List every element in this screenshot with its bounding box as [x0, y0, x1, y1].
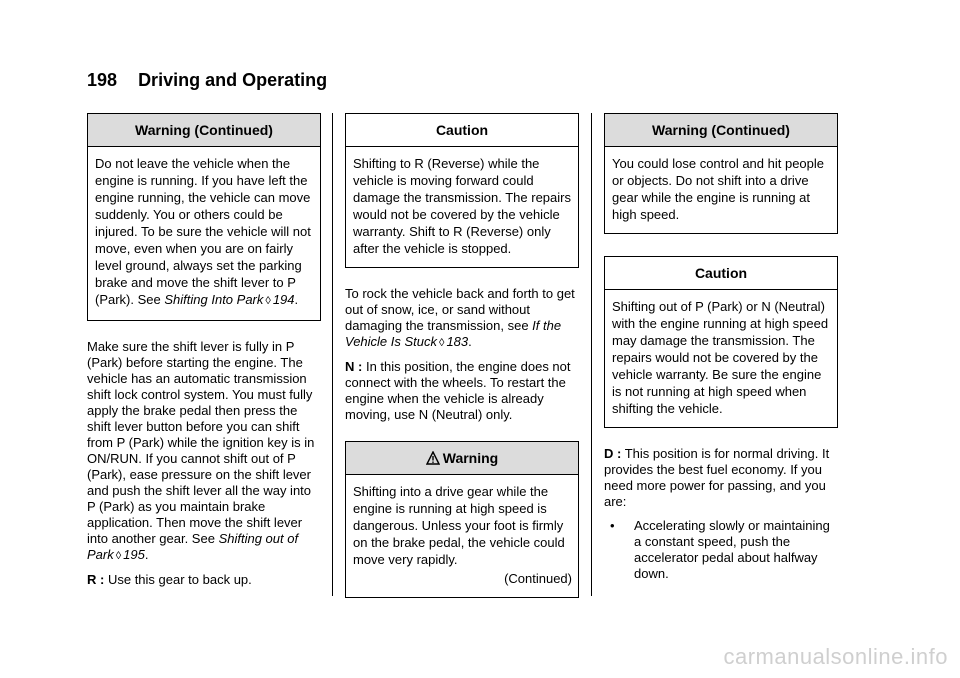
warning-box-title: Warning — [346, 442, 578, 475]
warning-box-body: Do not leave the vehicle when the engine is running. If you have left the engine running, the vehicle can move suddenly. You or others could be injured. To be sure the vehicle will not move, even when you are on fairly level ground, always set the parking brake and move the shift lever to P (Park). See Shifting Into Park ◊ 194. — [95, 156, 311, 307]
warning-box-title: Warning (Continued) — [605, 114, 837, 147]
item-drive: D : This position is for normal driving. It provides the best fuel economy. If you need more power for passing, and you are: — [604, 446, 830, 509]
caution-box-body: Shifting out of P (Park) or N (Neutral) with the engine running at high speed may damage the transmission. The repairs would not be covered by the vehicle warranty. Be sure the engine is not running at high speed when shifting the vehicle. — [612, 299, 829, 416]
link-shifting-into-park[interactable]: Shifting Into Park — [164, 292, 264, 307]
caution-box-reverse — [345, 113, 579, 268]
page-ref-icon: ◊ — [115, 550, 122, 562]
column-1 — [87, 113, 321, 596]
item-label: R : — [87, 572, 105, 587]
warning-box-body: Shifting into a drive gear while the engine is running at high speed is dangerous. Unless your foot is firmly on the brake pedal, the vehicle could move very rapidly. (Continued) — [353, 484, 572, 586]
column-divider-2 — [591, 113, 592, 596]
caution-box-park-neutral — [604, 256, 838, 428]
page-ref-icon: ◊ — [439, 337, 445, 349]
warning-triangle-icon — [426, 451, 440, 465]
continued-label: (Continued) — [504, 571, 572, 586]
warning-box-title: Warning (Continued) — [88, 114, 320, 147]
page-header — [87, 70, 327, 91]
item-neutral: N : In this position, the engine does not connect with the wheels. To restart the engine when the vehicle is already moving, use N (Neutral) only. — [345, 359, 571, 422]
item-reverse: R : Use this gear to back up. — [87, 572, 252, 587]
paragraph-rocking: To rock the vehicle back and forth to get out of snow, ice, or sand without damaging the transmission, see If the Vehicle Is Stuck ◊ 183. — [345, 286, 575, 349]
bullet-marker: • — [610, 518, 615, 533]
page-ref-number[interactable]: 195 — [123, 547, 145, 562]
column-divider-1 — [332, 113, 333, 596]
item-label: N : — [345, 359, 363, 374]
item-label: D : — [604, 446, 622, 461]
warning-box-body: You could lose control and hit people or objects. Do not shift into a drive gear while the engine is running at high speed. — [612, 156, 825, 222]
caution-box-title: Caution — [346, 114, 578, 147]
warning-box — [345, 441, 579, 598]
page-ref-number[interactable]: 194 — [272, 292, 295, 307]
list-item: • Accelerating slowly or maintaining a constant speed, push the accelerator pedal about halfway down. — [604, 518, 838, 582]
warning-box-continued — [604, 113, 838, 234]
section-title: Driving and Operating — [138, 70, 328, 90]
warning-box-continued — [87, 113, 321, 321]
watermark: carmanualsonline.info — [723, 644, 948, 669]
link-shifting-out-of-park[interactable]: Shifting out of Park — [87, 531, 299, 562]
column-3 — [604, 113, 838, 582]
paragraph-park-info: Make sure the shift lever is fully in P (Park) before starting the engine. The vehicle has an automatic transmission shift lock control system. You must fully apply the brake pedal then press the shift lever button before you can shift from P (Park) while the ignition key is in ON/RUN. If you cannot shift out of P (Park), ease pressure on the shift lever and push the shift lever all the way into P (Park) as you maintain brake application. Then move the shift lever into another gear. See Shifting out of Park ◊ 195. — [87, 339, 315, 562]
page-ref-icon: ◊ — [265, 295, 271, 307]
caution-box-body: Shifting to R (Reverse) while the vehicle is moving forward could damage the transmission. The repairs would not be covered by the vehicle warranty. Shift to R (Reverse) only after the vehicle is stopped. — [353, 156, 571, 256]
page-ref-number[interactable]: 183 — [446, 334, 469, 349]
page-number: 198 — [87, 70, 118, 90]
link-vehicle-stuck[interactable]: If the Vehicle Is Stuck — [345, 318, 562, 349]
caution-box-title: Caution — [605, 257, 837, 290]
column-2 — [345, 113, 579, 616]
